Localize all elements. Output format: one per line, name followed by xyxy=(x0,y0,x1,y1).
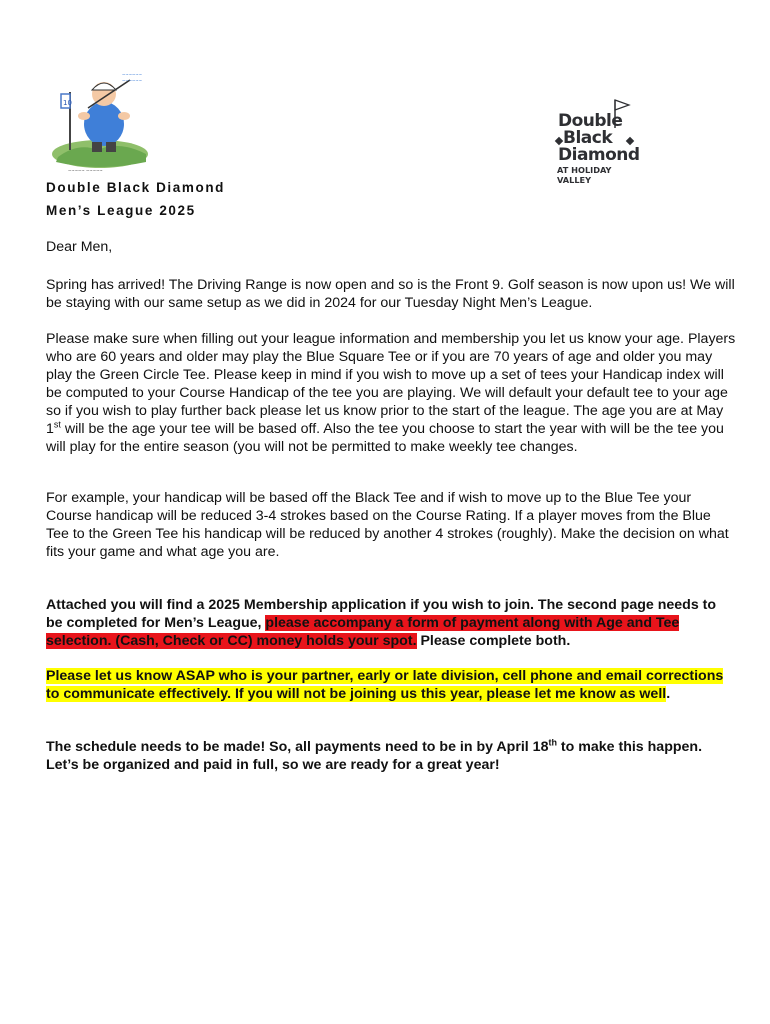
paragraph-tee-selection xyxy=(46,330,736,456)
payment-highlight: please accompany a form of payment along with Age and Tee selection. (Cash, Check or CC) money holds your spot. xyxy=(46,615,680,649)
greeting: Dear Men, xyxy=(46,239,113,255)
b1-text-a: Attached you will find a 2025 Membership application if you wish to join. The second page needs to be completed for Men’s League, xyxy=(46,597,717,631)
brand-line-3: Diamond xyxy=(558,145,640,165)
brand-line-1: Double xyxy=(558,111,623,131)
paragraph-schedule xyxy=(46,738,736,774)
p2-text-b: will be the age your tee will be based off. Also the tee you choose to start the year with will be the tee you will play for the entire season (you will not be permitted to make weekly tee changes. xyxy=(46,421,724,455)
b3-superscript: th xyxy=(548,737,557,748)
p2-superscript: st xyxy=(53,419,61,430)
golfer-logo-image xyxy=(48,62,152,176)
svg-text:~~~~~~: ~~~~~~ xyxy=(122,78,143,83)
brand-line-4: AT HOLIDAY VALLEY xyxy=(557,165,612,185)
document-subtitle: Men’s League 2025 xyxy=(46,203,196,218)
svg-text:~~~~~~: ~~~~~~ xyxy=(122,72,143,77)
svg-text:10: 10 xyxy=(63,99,72,107)
b2-end: . xyxy=(666,686,671,702)
double-black-diamond-logo xyxy=(553,98,645,185)
contact-highlight: Please let us know ASAP who is your partner, early or late division, cell phone and email corrections to communicate effectively. If you will not be joining us this year, please let me know as well xyxy=(46,668,724,702)
document-title: Double Black Diamond xyxy=(46,180,226,195)
paragraph-spring: Spring has arrived! The Driving Range is now open and so is the Front 9. Golf season is now upon us! We will be staying with our same setup as we did in 2024 for our Tuesday Night Men’s League. xyxy=(46,277,735,311)
paragraph-contact xyxy=(46,667,736,703)
paragraph-example: For example, your handicap will be based off the Black Tee and if wish to move up to the Blue Tee your Course handicap will be reduced 3-4 strokes based on the Course Rating. If a player moves from the Blue Tee to the Green Tee his handicap will be reduced by another 4 strokes (roughly). Make the decision on what fits your game and what age you are. xyxy=(46,490,729,560)
paragraph-membership xyxy=(46,596,736,650)
p2-text-a: Please make sure when filling out your league information and membership you let us know your age. Players who are 60 years and older may play the Blue Square Tee or if you are 70 years of age and older you may play the Green Circle Tee. Please keep in mind if you wish to move up a set of tees your Handicap index will be computed to your Course Handicap of the tee you are playing. We will default your default tee to your age so if you wish to play further back please let us know prior to the start of the league. The age you are at May 1 xyxy=(46,331,736,437)
svg-text:~~~~~ ~~~~~: ~~~~~ ~~~~~ xyxy=(68,168,103,173)
brand-line-2: Black xyxy=(563,128,613,148)
b3-text-b: to make this happen. Let’s be organized and paid in full, so we are ready for a great year! xyxy=(46,739,703,773)
b3-text-a: The schedule needs to be made! So, all payments need to be in by April 18 xyxy=(46,739,549,755)
b1-text-b: Please complete both. xyxy=(416,633,571,649)
